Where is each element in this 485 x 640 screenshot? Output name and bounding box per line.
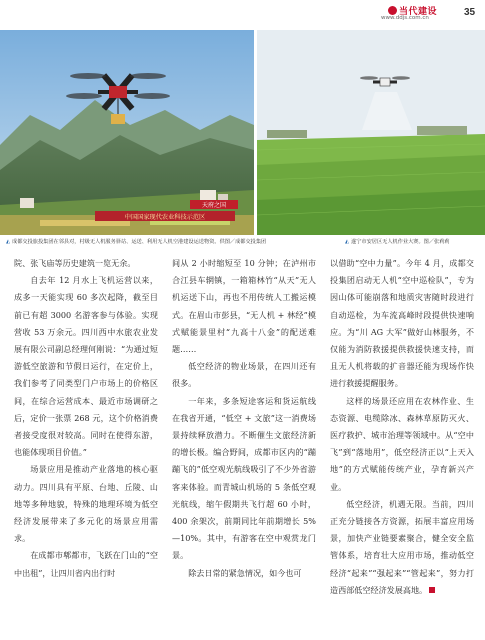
paragraph: 一年来，多条短途客运和货运航线在我省开通，“低空 + 文旅”这一消费场景持续释放潜力。不断催生文旅经济新的增长极。编合野间，成都市区内的“蹦蹦飞的”低空观光航线吸引了不少外省游客来体验。而青城山机场的 5 条低空观光航线，缩午假期共飞行超 60 小时，400 余架次，前期同比年前期增长 5%—10%。其中，有游客在空中观赏龙门景。	[172, 395, 316, 561]
photo-caption-left-text: 成都交投旅投集团在邻县对，村级无人机服务驿站、运送、利用无人机空港建设运送物资。供图／成都交投集团	[12, 239, 267, 245]
paragraph: 场景应用是推动产业落地的核心驱动力。四川具有平原、台地、丘陵、山地等多种地貌，特殊的地理环境为低空经济发展带来了多元化的场景应用需求。	[14, 464, 158, 544]
photo-banner-text: 中国国家现代农业科技示范区	[124, 214, 206, 221]
photo-caption-right-text: 遂宁市安居区无人机作业大赛。图／张莉莉	[351, 239, 450, 245]
caption-triangle-icon: ◭	[6, 239, 10, 245]
magazine-logo-icon	[388, 6, 397, 15]
caption-triangle-icon: ◭	[345, 239, 349, 245]
paragraph: 低空经济的物业场景，在四川还有很多。	[172, 361, 316, 389]
photo-drone-field-image	[257, 30, 485, 235]
paragraph: 自去年 12 月水上飞机运营以来，成多一天能实现 60 多次起降，截至目前已有超 3000 名游客参与体验。实现营收 53 万余元。四川西中水旅农业发展有限公司副总经理何刚说：“为通过短游低空旅游和节假日运行，在定价上，我们参考了同类型门户市场上的价格区间，在综合运营成本、最近市场调研之后，定价一张票 268 元，这个价格消费者接受度很对较高。同时在使得东游，也能体现项目价值。”	[14, 275, 158, 458]
paragraph	[330, 496, 474, 599]
page-number: 35	[464, 7, 476, 18]
paragraph: 院、张飞庙等历史建筑一览无余。	[14, 258, 136, 268]
paragraph: 间从 2 小时缩短至 10 分钟；在泸州市合江县车辋镇，一箱箱林竹“从天”无人机运送下山，再也不用传统人工搬运模式。在眉山市彭县，“无人机 + 林经”模式赋能景里村“九高十八金”的配送难题……	[172, 258, 316, 355]
paragraph: 在成都市郫都市，飞跃在门山的“空中出租”，让四川省内出行时	[14, 550, 158, 578]
text-column-2	[172, 255, 316, 582]
photo-drone-field	[257, 30, 485, 235]
paragraph: 这样的场景还应用在农林作业、生态资源、电缆除冰、森林草原防灭火、医疗救护、城市治理等领域中。从“空中飞”到“落地用”，低空经济正以“上天入地”的方式赋能传统产业，孕育新兴产业。	[330, 395, 474, 492]
photo-drone-mountains-image	[0, 30, 254, 235]
paragraph-text: 低空经济，机遇无限。当前，四川正充分链接各方资源，拓展丰富应用场景，加快产业链要素聚合，健全安全监管体系，培育壮大应用市场，推动低空经济“起来”“强起来”“管起来”，努力打造西部低空经济发展高地。	[330, 498, 474, 595]
paragraph: 以借助“空中力量”。今年 4 月，成都交投集团启动无人机“空中巡检队”，专为因山体可能崩落和地质灾害随时段进行自动巡检，为车流高峰时段提供快速响应。为“川 AG 大军”做好山林服务，不仅能为消防救援提供救援快速支持，而且无人机将载的扩音器还能为现场作快进行救援提醒服务。	[330, 258, 474, 389]
page-header	[0, 0, 485, 30]
text-column-3	[330, 255, 474, 599]
text-column-1	[14, 255, 158, 582]
paragraph: 除去日常的紧急情况，如今也可	[188, 567, 302, 578]
magazine-url: www.ddjs.com.cn	[381, 15, 429, 21]
magazine-name: 当代建设	[399, 7, 438, 17]
photo-sign-text: 天府之国	[201, 202, 227, 209]
photo-drone-mountains	[0, 30, 254, 235]
photo-caption-left	[6, 238, 266, 245]
article-end-mark-icon	[429, 587, 435, 593]
photo-caption-right	[345, 238, 450, 245]
